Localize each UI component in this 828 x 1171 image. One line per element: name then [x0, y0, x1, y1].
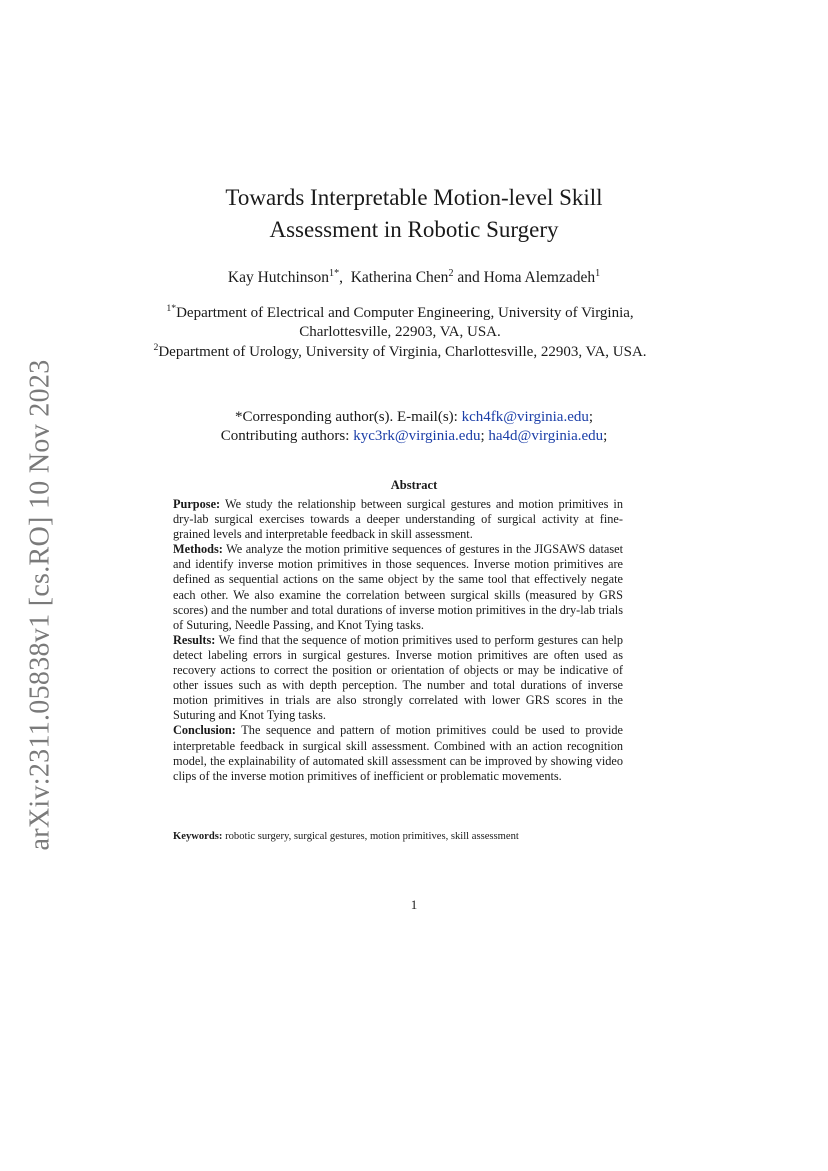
contributing-label: Contributing authors:: [220, 428, 350, 444]
abstract-conclusion: [173, 723, 623, 783]
abstract-heading: Abstract: [390, 478, 438, 492]
author-name: Homa Alemzadeh: [483, 269, 596, 287]
abstract-body: [173, 497, 623, 784]
methods-text: We analyze the motion primitive sequences of gestures in the JIGSAWS dataset and identify inverse motion primitives in those sequences. Inverse motion primitives are defined as sequential actions on the same object by the same tool that effectively negate each other. We also examine the correlation between surgical skills (measured by GRS scores) and the number and total durations of inverse motion primitives in the dry-lab trials of Suturing, Needle Passing, and Knot Tying tasks.: [173, 542, 623, 632]
author-name: Kay Hutchinson: [227, 269, 330, 287]
corresponding-label: *Corresponding author(s). E-mail(s):: [234, 409, 458, 425]
keywords-label: Keywords:: [173, 831, 223, 842]
author-list: Kay Hutchinson$^{1*}$, Katherina Chen$^2$ and Homa Alemzadeh$^1$: [227, 268, 601, 287]
contributing-authors-line: Contributing authors: kyc3rk@virginia.edu; ha4d@virginia.edu;: [220, 428, 608, 444]
abstract-purpose: [173, 497, 623, 542]
purpose-label: Purpose:: [173, 497, 221, 511]
purpose-text: We study the relationship between surgical gestures and motion primitives in dry-lab surgical exercises towards a deeper understanding of surgical activity at fine-grained levels and interpretable feedback in skill assessment.: [173, 497, 623, 542]
abstract-methods: [173, 542, 623, 633]
author-affil-mark: 1: [595, 268, 601, 279]
author-name: Katherina Chen: [350, 269, 449, 287]
author-affil-mark: 2: [448, 268, 454, 279]
affiliation-mark: 1*: [166, 303, 177, 314]
abstract-results: [173, 633, 623, 724]
corresponding-email-link[interactable]: kch4fk@virginia.edu: [461, 409, 589, 425]
conclusion-label: Conclusion:: [173, 723, 236, 738]
page-number: 1: [410, 897, 418, 912]
title-line-1: Towards Interpretable Motion-level Skill: [225, 185, 603, 210]
arxiv-identifier: arXiv:2311.05838v1 [cs.RO] 10 Nov 2023: [24, 359, 56, 851]
results-label: Results:: [173, 632, 216, 647]
affiliation-2: [150, 338, 650, 362]
paper-title: [0, 182, 828, 246]
keywords-line: [173, 831, 633, 842]
conclusion-text: The sequence and pattern of motion primitives could be used to provide interpretable feedback in surgical skill assessment. Combined with an action recognition model, the explainability of automated skill assessment can be improved by showing video clips of the inverse motion primitives of inefficient or problematic movements.: [173, 723, 623, 783]
affiliation-text: Department of Electrical and Computer Engineering, University of Virginia, Charlottesville, 22903, VA, USA.: [176, 305, 634, 340]
affiliation-text: Department of Urology, University of Virginia, Charlottesville, 22903, VA, USA.: [158, 344, 647, 360]
contributing-email-link-2[interactable]: ha4d@virginia.edu: [488, 428, 604, 444]
affiliation-mark: 2: [153, 342, 159, 353]
results-text: We find that the sequence of motion primitives used to perform gestures can help detect labeling errors in surgical gestures. Inverse motion primitives are often used as recovery actions to correct the position or orientation of objects or may be indicative of other issues such as with depth perception. The number and total durations of inverse motion primitives in trials are also strongly correlated with lower GRS scores in the Suturing and Knot Tying tasks.: [173, 632, 623, 723]
methods-label: Methods:: [173, 542, 223, 557]
affiliation-1: [150, 299, 650, 342]
title-line-2: Assessment in Robotic Surgery: [269, 217, 559, 242]
contributing-email-link-1[interactable]: kyc3rk@virginia.edu: [353, 428, 481, 444]
corresponding-author-line: *Corresponding author(s). E-mail(s): kch4fk@virginia.edu;: [234, 409, 594, 425]
keywords-text: robotic surgery, surgical gestures, motion primitives, skill assessment: [225, 831, 519, 842]
author-affil-mark: 1*: [329, 268, 340, 279]
